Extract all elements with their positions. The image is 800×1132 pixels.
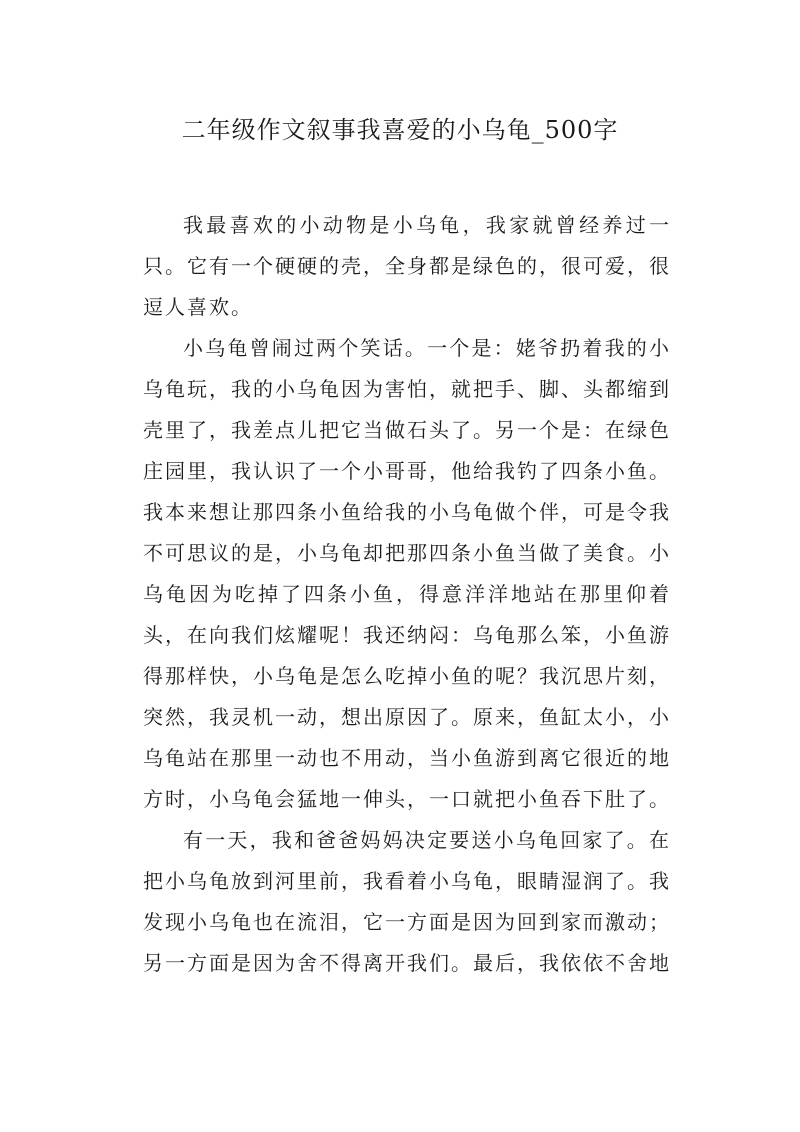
paragraph-2: 小乌龟曾闹过两个笑话。一个是：姥爷扔着我的小乌龟玩，我的小乌龟因为害怕，就把手、脚、头都缩到壳里了，我差点儿把它当做石头了。另一个是：在绿色庄园里，我认识了一个小哥哥，他给我钓了四条小鱼。我本来想让那四条小鱼给我的小乌龟做个伴，可是令我不可思议的是，小乌龟却把那四条小鱼当做了美食。小乌龟因为吃掉了四条小鱼，得意洋洋地站在那里仰着头，在向我们炫耀呢！我还纳闷：乌龟那么笨，小鱼游得那样快，小乌龟是怎么吃掉小鱼的呢？我沉思片刻，突然，我灵机一动，想出原因了。原来，鱼缸太小，小乌龟站在那里一动也不用动，当小鱼游到离它很近的地方时，小乌龟会猛地一伸头，一口就把小鱼吞下肚了。 — [143, 336, 671, 811]
paragraph-3: 有一天，我和爸爸妈妈决定要送小乌龟回家了。在把小乌龟放到河里前，我看着小乌龟，眼睛湿润了。我发现小乌龟也在流泪，它一方面是因为回到家而激动；另一方面是因为舍不得离开我们。最后，我依依不舍地 — [143, 828, 671, 975]
paragraph-1: 我最喜欢的小动物是小乌龟，我家就曾经养过一只。它有一个硬硬的壳，全身都是绿色的，很可爱，很逗人喜欢。 — [143, 213, 671, 319]
document-title: 二年级作文叙事我喜爱的小乌龟_500字 — [181, 116, 619, 144]
document-body — [143, 205, 671, 984]
